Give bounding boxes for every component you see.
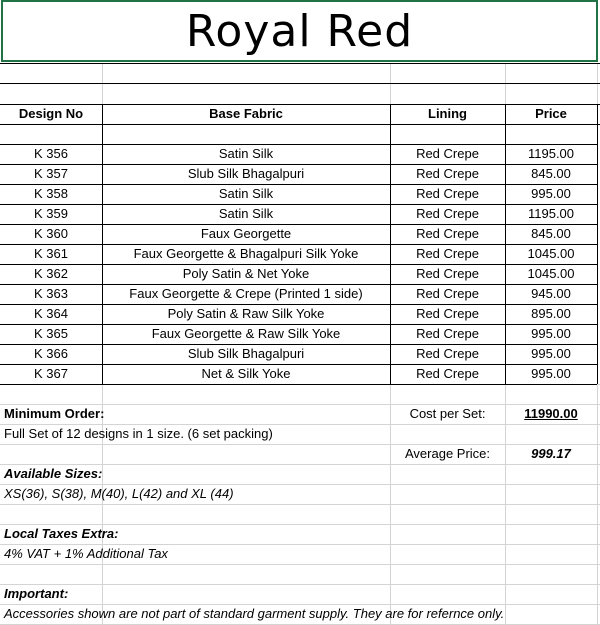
header-base-fabric[interactable]: Base Fabric: [209, 106, 283, 121]
header-design-no[interactable]: Design No: [18, 106, 84, 121]
local-taxes-text[interactable]: 4% VAT + 1% Additional Tax: [4, 546, 168, 561]
lining-cell[interactable]: Red Crepe: [416, 166, 479, 181]
available-sizes-text[interactable]: XS(36), S(38), M(40), L(42) and XL (44): [4, 486, 234, 501]
design-no-cell[interactable]: K 357: [34, 166, 68, 181]
base-fabric-cell[interactable]: Poly Satin & Raw Silk Yoke: [167, 306, 325, 321]
price-cell[interactable]: 1195.00: [527, 206, 575, 221]
price-cell[interactable]: 1195.00: [527, 146, 575, 161]
design-no-cell[interactable]: K 364: [34, 306, 68, 321]
price-cell[interactable]: 945.00: [531, 286, 571, 301]
lining-cell[interactable]: Red Crepe: [416, 226, 479, 241]
average-price-value[interactable]: 999.17: [531, 446, 571, 461]
price-cell[interactable]: 1045.00: [527, 246, 575, 261]
sheet-title[interactable]: Royal Red: [1, 0, 598, 62]
design-no-cell[interactable]: K 365: [34, 326, 68, 341]
header-price[interactable]: Price: [535, 106, 567, 121]
price-cell[interactable]: 845.00: [531, 166, 571, 181]
minimum-order-label[interactable]: Minimum Order:: [4, 406, 105, 421]
price-cell[interactable]: 845.00: [531, 226, 571, 241]
base-fabric-cell[interactable]: Satin Silk: [218, 146, 274, 161]
cost-per-set-label[interactable]: Cost per Set:: [409, 406, 486, 421]
lining-cell[interactable]: Red Crepe: [416, 346, 479, 361]
base-fabric-cell[interactable]: Satin Silk: [218, 206, 274, 221]
design-no-cell[interactable]: K 361: [34, 246, 68, 261]
base-fabric-cell[interactable]: Satin Silk: [218, 186, 274, 201]
price-cell[interactable]: 895.00: [531, 306, 571, 321]
lining-cell[interactable]: Red Crepe: [416, 366, 479, 381]
base-fabric-cell[interactable]: Faux Georgette & Bhagalpuri Silk Yoke: [133, 246, 359, 261]
lining-cell[interactable]: Red Crepe: [416, 306, 479, 321]
base-fabric-cell[interactable]: Slub Silk Bhagalpuri: [187, 166, 305, 181]
average-price-label[interactable]: Average Price:: [404, 446, 491, 461]
minimum-order-text[interactable]: Full Set of 12 designs in 1 size. (6 set packing): [4, 426, 273, 441]
important-label[interactable]: Important:: [4, 586, 69, 601]
design-no-cell[interactable]: K 367: [34, 366, 68, 381]
local-taxes-label[interactable]: Local Taxes Extra:: [4, 526, 119, 541]
design-no-cell[interactable]: K 360: [34, 226, 68, 241]
available-sizes-label[interactable]: Available Sizes:: [4, 466, 103, 481]
design-no-cell[interactable]: K 359: [34, 206, 68, 221]
price-cell[interactable]: 995.00: [531, 346, 571, 361]
lining-cell[interactable]: Red Crepe: [416, 246, 479, 261]
base-fabric-cell[interactable]: Faux Georgette & Crepe (Printed 1 side): [129, 286, 363, 301]
design-no-cell[interactable]: K 362: [34, 266, 68, 281]
header-lining[interactable]: Lining: [428, 106, 467, 121]
base-fabric-cell[interactable]: Net & Silk Yoke: [201, 366, 291, 381]
design-no-cell[interactable]: K 366: [34, 346, 68, 361]
base-fabric-cell[interactable]: Faux Georgette: [200, 226, 292, 241]
base-fabric-cell[interactable]: Faux Georgette & Raw Silk Yoke: [151, 326, 341, 341]
base-fabric-cell[interactable]: Poly Satin & Net Yoke: [182, 266, 310, 281]
lining-cell[interactable]: Red Crepe: [416, 146, 479, 161]
price-cell[interactable]: 995.00: [531, 186, 571, 201]
lining-cell[interactable]: Red Crepe: [416, 286, 479, 301]
price-cell[interactable]: 995.00: [531, 366, 571, 381]
design-no-cell[interactable]: K 363: [34, 286, 68, 301]
lining-cell[interactable]: Red Crepe: [416, 206, 479, 221]
price-cell[interactable]: 1045.00: [527, 266, 575, 281]
important-text[interactable]: Accessories shown are not part of standard garment supply. They are for refernce only.: [4, 606, 505, 621]
lining-cell[interactable]: Red Crepe: [416, 326, 479, 341]
price-cell[interactable]: 995.00: [531, 326, 571, 341]
design-no-cell[interactable]: K 356: [34, 146, 68, 161]
lining-cell[interactable]: Red Crepe: [416, 186, 479, 201]
lining-cell[interactable]: Red Crepe: [416, 266, 479, 281]
design-no-cell[interactable]: K 358: [34, 186, 68, 201]
base-fabric-cell[interactable]: Slub Silk Bhagalpuri: [187, 346, 305, 361]
cost-per-set-value[interactable]: 11990.00: [524, 406, 578, 421]
